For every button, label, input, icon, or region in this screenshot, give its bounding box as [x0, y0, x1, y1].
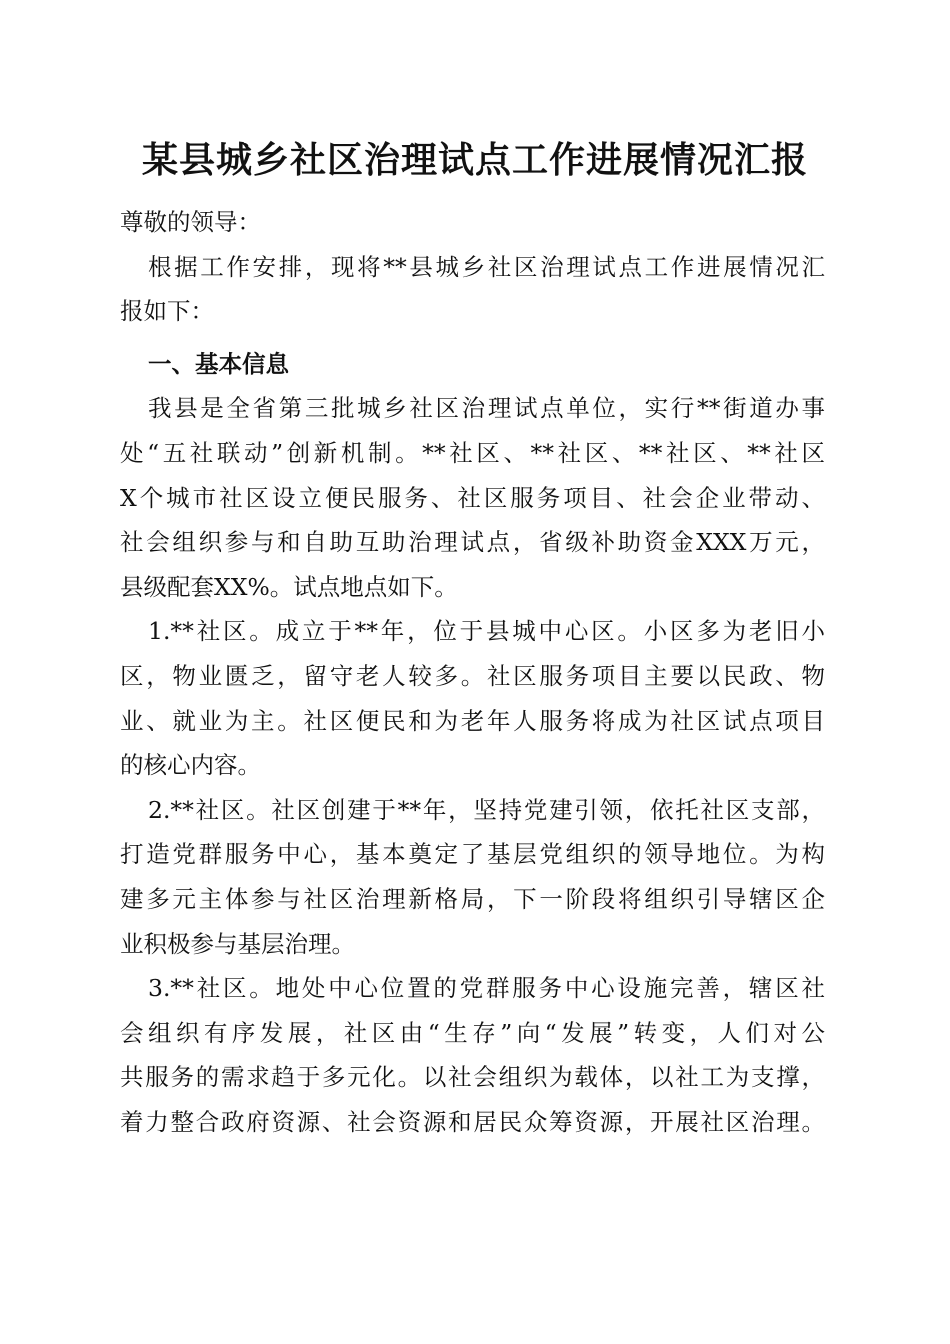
paragraph-basic-info [120, 386, 825, 609]
paragraph-line: 打造党群服务中心，基本奠定了基层党组织的领导地位。为构 [120, 840, 825, 869]
intro-paragraph [120, 245, 825, 334]
paragraph-line: 社会组织参与和自助互助治理试点，省级补助资金XXX万元， [120, 528, 825, 557]
section-heading: 一、基本信息 [148, 349, 289, 378]
document-title: 某县城乡社区治理试点工作进展情况汇报 [141, 139, 808, 181]
paragraph-line: 报如下： [120, 297, 214, 326]
paragraph-line: 处“五社联动”创新机制。**社区、**社区、**社区、**社区 [120, 438, 825, 467]
paragraph-line: 3.**社区。地处中心位置的党群服务中心设施完善，辖区社 [148, 974, 825, 1003]
paragraph-line: 的核心内容。 [120, 751, 261, 780]
paragraph-line: 会组织有序发展，社区由“生存”向“发展”转变，人们对公 [120, 1018, 825, 1047]
paragraph-line: 区，物业匮乏，留守老人较多。社区服务项目主要以民政、物 [120, 661, 825, 690]
paragraph-line: 县级配套XX%。试点地点如下。 [120, 572, 458, 601]
paragraph-line: 2.**社区。社区创建于**年，坚持党建引领，依托社区支部， [148, 795, 825, 824]
paragraph-community-2 [120, 788, 825, 966]
paragraph-community-1 [120, 609, 825, 787]
paragraph-line: X个城市社区设立便民服务、社区服务项目、社会企业带动、 [120, 483, 825, 512]
paragraph-line: 1.**社区。成立于**年，位于县城中心区。小区多为老旧小 [148, 617, 825, 646]
document-body [120, 200, 825, 1144]
paragraph-community-3 [120, 966, 825, 1144]
paragraph-line: 共服务的需求趋于多元化。以社会组织为载体，以社工为支撑， [120, 1063, 825, 1092]
paragraph-line: 建多元主体参与社区治理新格局，下一阶段将组织引导辖区企 [120, 884, 825, 913]
paragraph-line: 业、就业为主。社区便民和为老年人服务将成为社区试点项目 [120, 706, 825, 735]
paragraph-line: 根据工作安排，现将**县城乡社区治理试点工作进展情况汇 [148, 252, 825, 281]
paragraph-line: 着力整合政府资源、社会资源和居民众筹资源，开展社区治理。 [120, 1107, 825, 1136]
paragraph-line: 业积极参与基层治理。 [120, 929, 355, 958]
salutation: 尊敬的领导： [120, 208, 261, 236]
paragraph-line: 我县是全省第三批城乡社区治理试点单位，实行**街道办事 [148, 394, 825, 423]
